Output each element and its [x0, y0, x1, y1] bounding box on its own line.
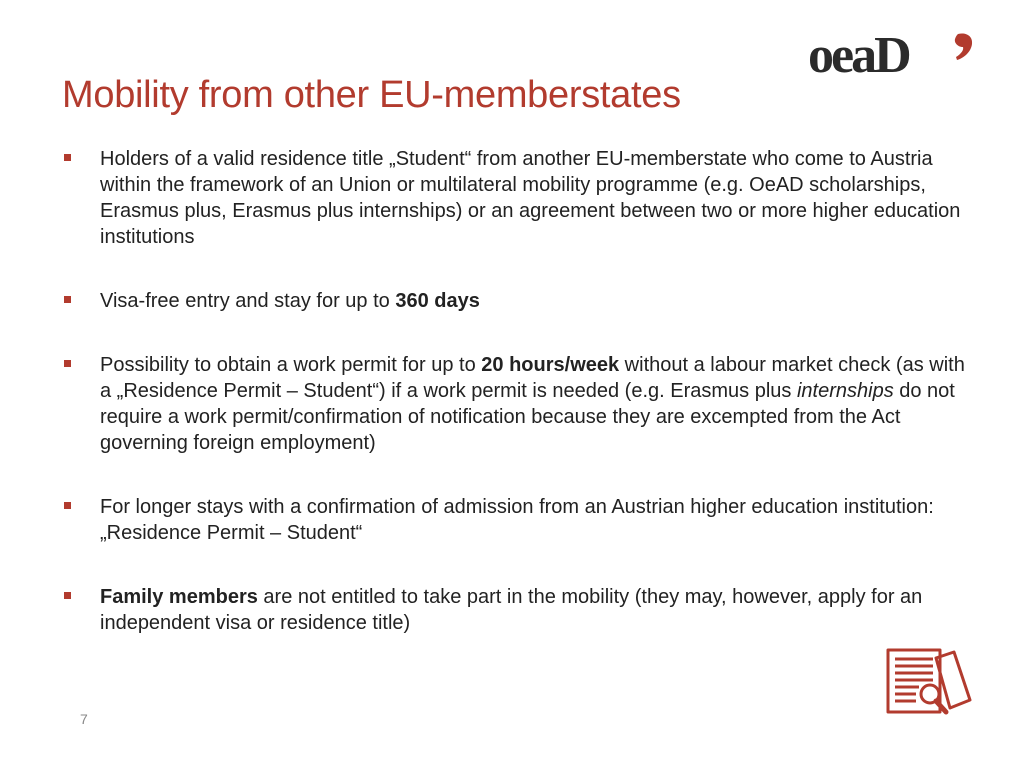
square-bullet-icon	[64, 360, 71, 367]
bullet-text: Visa-free entry and stay for up to	[100, 290, 396, 312]
bullet-item	[62, 584, 967, 636]
bullet-text: Possibility to obtain a work permit for up to	[100, 354, 482, 376]
square-bullet-icon	[64, 592, 71, 599]
bullet-emphasis: 360 days	[395, 290, 480, 312]
oead-logo	[808, 30, 976, 78]
bullet-italic: internships	[796, 380, 894, 402]
bullet-text: without a labour market check (as with a „Residence Permit – Student“) if a work permit is needed (e.g. Erasmus plus	[100, 354, 965, 402]
square-bullet-icon	[64, 296, 71, 303]
bullet-text: Holders of a valid residence title „Student“ from another EU-memberstate who come to Austria within the framework of an Union or multilateral mobility programme (e.g. OeAD scholarships, Erasmus plus, Erasmus plus internships) or an agreement between two or more higher education institutions	[100, 148, 961, 248]
bullet-item	[62, 146, 967, 250]
bullet-item	[62, 494, 967, 546]
square-bullet-icon	[64, 154, 71, 161]
bullet-list	[62, 146, 967, 636]
bullet-text: do not require a work permit/confirmation of notification because they are excempted from the Act governing foreign employment)	[100, 380, 955, 454]
slide-title: Mobility from other EU-memberstates	[62, 74, 681, 116]
bullet-text: are not entitled to take part in the mobility (they may, however, apply for an independent visa or residence title)	[100, 586, 923, 634]
bullet-emphasis: Family members	[100, 586, 258, 608]
bullet-text: For longer stays with a confirmation of admission from an Austrian higher education institution:„Residence Permit – Student“	[100, 496, 934, 544]
bullet-item	[62, 288, 967, 314]
bullet-emphasis: 20 hours/week	[481, 354, 620, 376]
bullet-item	[62, 352, 967, 456]
square-bullet-icon	[64, 502, 71, 509]
svg-text:oeaD: oeaD	[808, 30, 909, 78]
page-number: 7	[80, 711, 88, 727]
document-search-icon	[884, 646, 974, 716]
